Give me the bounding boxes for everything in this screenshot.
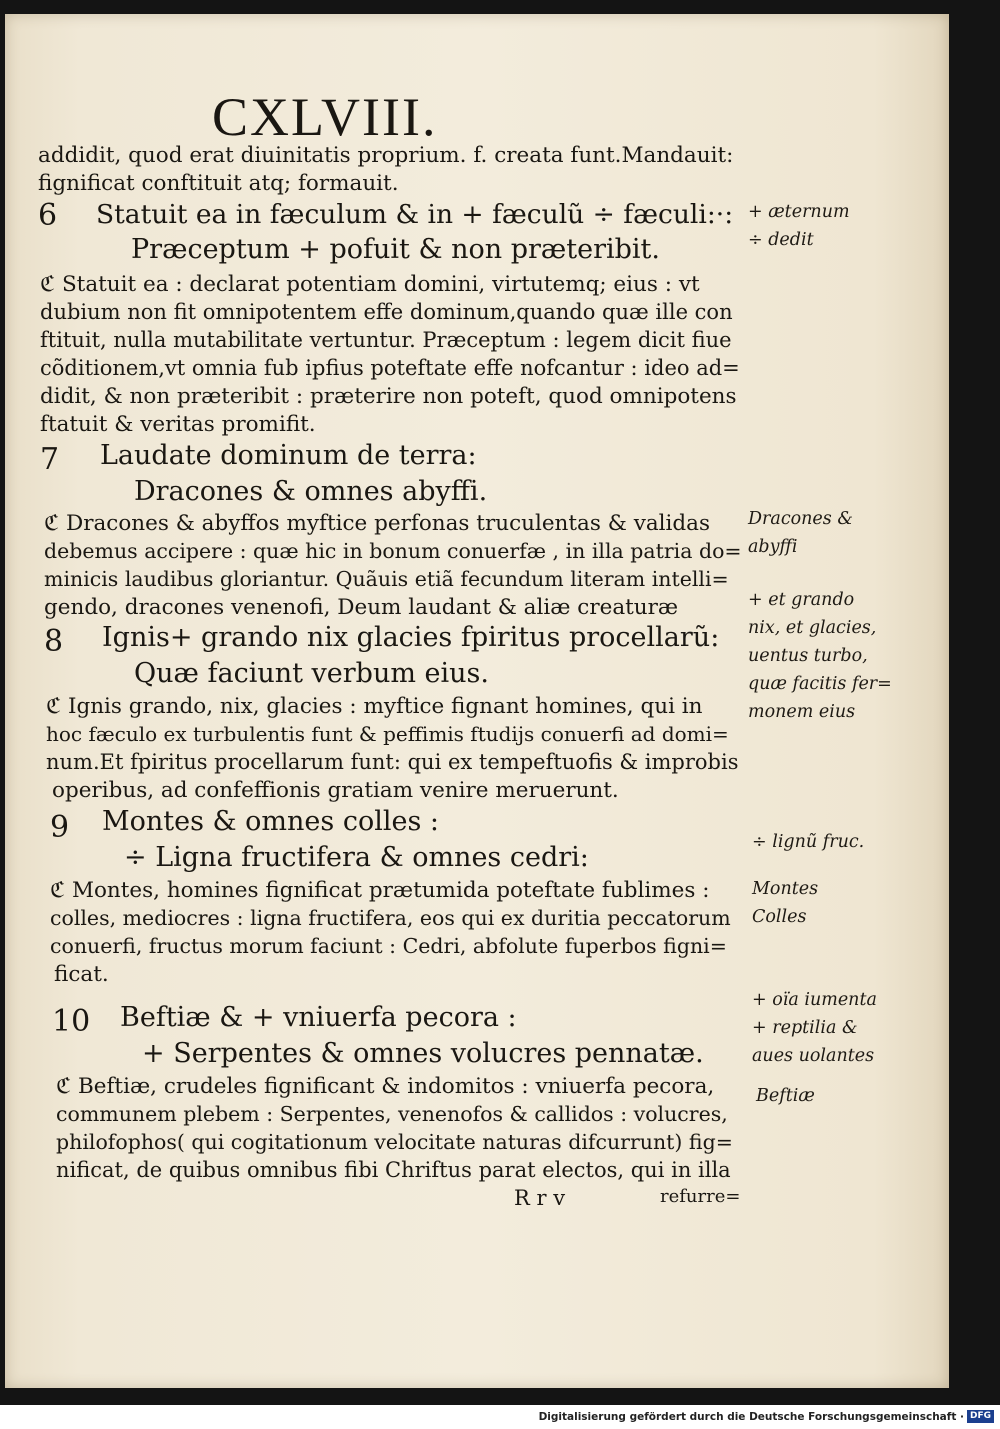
verse-9-line-2: ÷ Ligna fructifera & omnes cedri: — [124, 842, 589, 873]
verse-number-10: 10 — [52, 1004, 91, 1039]
margin-note-aues: aues uolantes — [752, 1046, 875, 1066]
commentary-10-line-4: nificat, de quibus omnibus fibi Chriftus parat electos, qui in illa — [56, 1158, 731, 1182]
margin-note-montes: Montes — [752, 879, 819, 899]
margin-note-reptilia: + reptilia & — [752, 1018, 858, 1038]
signature-mark: R r v — [514, 1186, 566, 1210]
commentary-9-line-2: colles, mediocres : ligna fructifera, eos qui ex duritia peccatorum — [50, 906, 731, 930]
verse-10-line-2: + Serpentes & omnes volucres pennatæ. — [142, 1038, 704, 1069]
margin-note-aeternum: + æternum — [748, 202, 850, 222]
folio-heading: CXLVIII. — [212, 87, 438, 147]
verse-number-7: 7 — [40, 442, 60, 477]
margin-note-abyssi: abyffi — [748, 537, 798, 557]
commentary-7-line-2: debemus accipere : quæ hic in bonum conuerfæ , in illa patria do= — [44, 539, 742, 563]
margin-note-turbo: uentus turbo, — [748, 646, 868, 666]
margin-note-lignum: ÷ lignũ fruc. — [752, 832, 865, 852]
margin-note-dedit: ÷ dedit — [748, 230, 814, 250]
margin-note-sermonem: monem eius — [748, 702, 856, 722]
verse-number-9: 9 — [50, 810, 70, 845]
verse-6-line-2: Præceptum + pofuit & non præteribit. — [131, 234, 660, 265]
margin-note-grando: + et grando — [748, 590, 855, 610]
verse-9-line-1: Montes & omnes colles : — [102, 806, 439, 837]
funding-credit: Digitalisierung gefördert durch die Deutsche Forschungsgemeinschaft · — [538, 1411, 964, 1423]
catchword: refurre= — [660, 1186, 741, 1207]
verse-7-line-1: Laudate dominum de terra: — [100, 440, 477, 471]
verse-8-line-1: Ignis+ grando nix glacies fpiritus procellarũ: — [102, 622, 720, 653]
commentary-6-line-4: cõditionem,vt omnia fub ipfius poteftate effe nofcantur : ideo ad= — [40, 356, 740, 380]
verse-number-8: 8 — [44, 624, 64, 659]
commentary-7-line-3: minicis laudibus gloriantur. Quãuis etiã fecundum literam intelli= — [44, 567, 729, 591]
commentary-8-line-2: hoc fæculo ex turbulentis funt & peffimis ftudijs conuerfi ad domi= — [46, 722, 729, 746]
margin-note-colles: Colles — [752, 907, 807, 927]
commentary-9-line-4: ficat. — [54, 962, 109, 987]
verse-7-line-2: Dracones & omnes abyffi. — [134, 476, 488, 507]
margin-note-facitis: quæ facitis fer= — [748, 674, 892, 694]
text-line-1: addidit, quod erat diuinitatis proprium. f. creata funt.Mandauit: — [38, 143, 734, 168]
margin-note-bestiae: Beftiæ — [756, 1086, 815, 1106]
dfg-logo: DFG — [967, 1410, 994, 1423]
commentary-8-line-1: ℭ Ignis grando, nix, glacies : myftice fignant homines, qui in — [46, 694, 703, 719]
commentary-6-line-3: ftituit, nulla mutabilitate vertuntur. Præceptum : legem dicit fiue — [40, 328, 732, 352]
commentary-7-line-1: ℭ Dracones & abyffos myftice perfonas truculentas & validas — [44, 511, 711, 536]
commentary-9-line-1: ℭ Montes, homines fignificat prætumida poteftate fublimes : — [50, 878, 710, 903]
commentary-6-line-6: ftatuit & veritas promifit. — [40, 412, 316, 437]
margin-note-dracones: Dracones & — [748, 509, 853, 529]
commentary-6-line-1: ℭ Statuit ea : declarat potentiam domini, virtutemq; eius : vt — [40, 272, 700, 297]
verse-10-line-1: Beftiæ & + vniuerfa pecora : — [120, 1002, 517, 1033]
margin-note-iumenta: + oïa iumenta — [752, 990, 877, 1010]
commentary-7-line-4: gendo, dracones venenofi, Deum laudant & aliæ creaturæ — [44, 595, 679, 620]
commentary-6-line-5: didit, & non præteribit : præterire non poteft, quod omnipotens — [40, 384, 737, 409]
commentary-9-line-3: conuerfi, fructus morum faciunt : Cedri, abfolute fuperbos figni= — [50, 934, 727, 958]
commentary-10-line-1: ℭ Beftiæ, crudeles fignificant & indomitos : vniuerfa pecora, — [56, 1074, 715, 1099]
commentary-8-line-4: operibus, ad confeffionis gratiam venire meruerunt. — [52, 778, 619, 803]
commentary-8-line-3: num.Et fpiritus procellarum funt: qui ex tempeftuofis & improbis — [46, 750, 739, 774]
commentary-10-line-3: philofophos( qui cogitationum velocitate naturas difcurrunt) fig= — [56, 1130, 733, 1154]
verse-number-6: 6 — [38, 198, 58, 233]
margin-note-glacies: nix, et glacies, — [748, 618, 877, 638]
commentary-6-line-2: dubium non fit omnipotentem effe dominum,quando quæ ille con — [40, 300, 733, 324]
verse-6-line-1: Statuit ea in fæculum & in + fæculũ ÷ fæculi:·: — [96, 199, 734, 230]
commentary-10-line-2: communem plebem : Serpentes, venenofos & callidos : volucres, — [56, 1102, 728, 1126]
text-line-2: fignificat conftituit atq; formauit. — [38, 171, 399, 196]
verse-8-line-2: Quæ faciunt verbum eius. — [134, 658, 489, 689]
